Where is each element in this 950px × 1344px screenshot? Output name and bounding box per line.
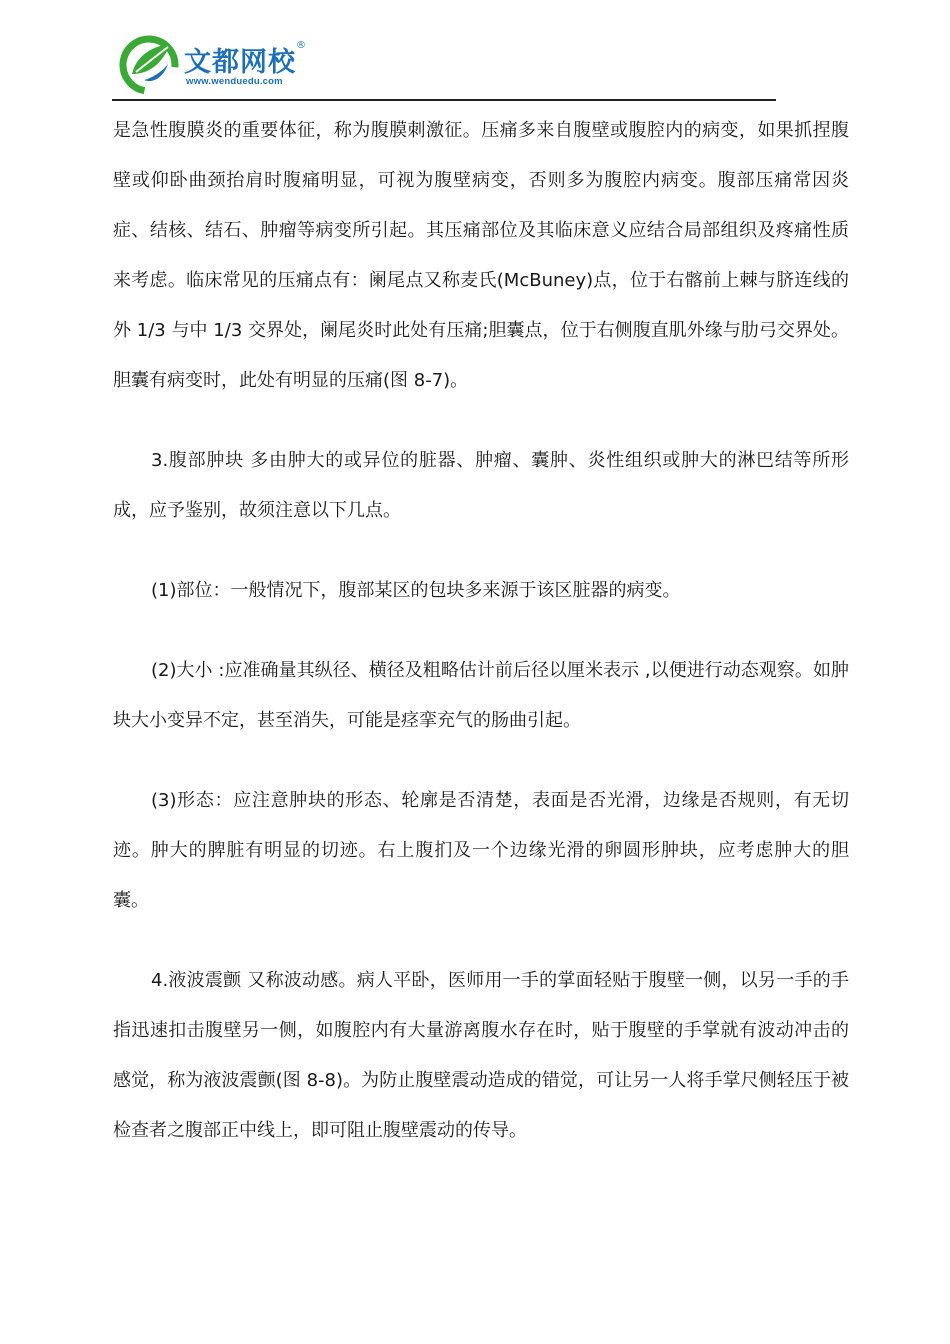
paragraph-gap: [113, 746, 849, 776]
logo-url: www.wenduedu.com: [186, 76, 283, 87]
document-body: [113, 106, 849, 1156]
paragraph-shape: (3)形态：应注意肿块的形态、轮廓是否清楚，表面是否光滑，边缘是否规则，有无切迹。肿大的脾脏有明显的切迹。右上腹扪及一个边缘光滑的卵圆形肿块，应考虑肿大的胆囊。: [113, 790, 849, 911]
paragraph-gap: [113, 536, 849, 566]
paragraph-fluid-wave: 4.液波震颤 又称波动感。病人平卧，医师用一手的掌面轻贴于腹壁一侧，以另一手的手指迅速扣击腹壁另一侧，如腹腔内有大量游离腹水存在时，贴于腹壁的手掌就有波动冲击的感觉，称为液波震颤(图 8-8)。为防止腹壁震动造成的错觉，可让另一人将手掌尺侧轻压于被检查者之腹部正中线上，即可阻止腹壁震动的传导。: [113, 970, 849, 1141]
paragraph-gap: [113, 406, 849, 436]
header-divider: [112, 99, 776, 101]
page-header: [112, 30, 776, 102]
paragraph-gap: [113, 926, 849, 956]
leaf-logo-icon: [118, 34, 180, 96]
paragraph-tenderness: 是急性腹膜炎的重要体征，称为腹膜刺激征。压痛多来自腹壁或腹腔内的病变，如果抓捏腹壁或仰卧曲颈抬肩时腹痛明显，可视为腹壁病变，否则多为腹腔内病变。腹部压痛常因炎症、结核、结石、肿瘤等病变所引起。其压痛部位及其临床意义应结合局部组织及疼痛性质来考虑。临床常见的压痛点有：阑尾点又称麦氏(McBuney)点，位于右髂前上棘与脐连线的外 1/3 与中 1/3 交界处，阑尾炎时此处有压痛;胆囊点，位于右侧腹直肌外缘与肋弓交界处。胆囊有病变时，此处有明显的压痛(图 8-7)。: [113, 120, 849, 391]
logo-name: 文都网校: [184, 47, 296, 78]
registered-mark: ®: [296, 40, 306, 51]
paragraph-abdominal-mass: 3.腹部肿块 多由肿大的或异位的脏器、肿瘤、囊肿、炎性组织或肿大的淋巴结等所形成，应予鉴别，故须注意以下几点。: [113, 450, 849, 521]
paragraph-location: (1)部位：一般情况下，腹部某区的包块多来源于该区脏器的病变。: [151, 580, 681, 601]
paragraph-size: (2)大小 :应准确量其纵径、横径及粗略估计前后径以厘米表示 ,以便进行动态观察。如肿块大小变异不定，甚至消失，可能是痉挛充气的肠曲引起。: [113, 660, 849, 731]
paragraph-gap: [113, 616, 849, 646]
wendu-logo[interactable]: [118, 34, 318, 96]
